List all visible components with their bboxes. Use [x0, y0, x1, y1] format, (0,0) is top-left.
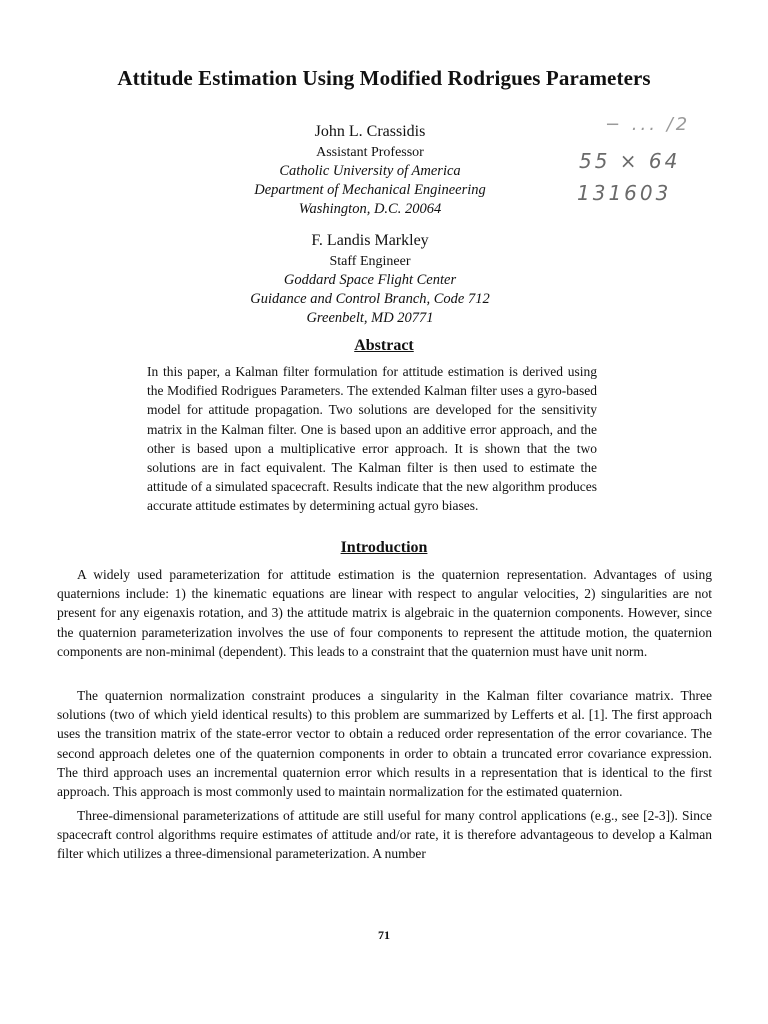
body-paragraph: A widely used parameterization for attitude estimation is the quaternion representation. Advantages of using quaternions include: 1) the kinematic equations are linear with respect to angular velocities, 2) singularities are not present for any eigenaxis rotation, and 3) the attitude matrix is algebraic in the quaternion components. However, since the quaternion parameterization involves the use of four components to represent the attitude motion, the quaternion components are non-minimal (dependent). This leads to a constraint that the quaternion must have unit norm. [57, 567, 712, 659]
handwritten-notes [565, 110, 705, 210]
author-block-2 [180, 230, 560, 328]
handwritten-note: − ... /2 [605, 114, 691, 135]
body-paragraph: The quaternion normalization constraint produces a singularity in the Kalman filter covariance matrix. Three solutions (two of which yield identical results) to this problem are summarized by Lefferts et al. [1]. The first approach uses the transition matrix of the state-error vector to obtain a reduced order representation of the error covariance. The second approach deletes one of the quaternion components in order to obtain a truncated error covariance expression. The third approach uses an incremental quaternion error which results in a representation that is identical to the first approach. This approach is most commonly used to maintain normalization for the estimated quaternion. [57, 688, 712, 800]
author-affiliation-line: Catholic University of America [279, 163, 461, 179]
handwritten-note: 131603 [577, 181, 672, 205]
author-role: Assistant Professor [316, 145, 424, 160]
paper-title: Attitude Estimation Using Modified Rodrigues Parameters [117, 66, 651, 90]
author-affiliation-line: Department of Mechanical Engineering [254, 182, 486, 198]
page-number: 71 [378, 928, 390, 942]
author-block-1 [180, 121, 560, 219]
author-name: F. Landis Markley [311, 232, 429, 249]
abstract-heading: Abstract [354, 337, 414, 354]
abstract-text: In this paper, a Kalman filter formulation for attitude estimation is derived using the Modified Rodrigues Parameters. The extended Kalman filter uses a gyro-based model for attitude propagation. Two solutions are developed for the sensitivity matrix in the Kalman filter. One is based upon an additive error approach, and the other is based upon a multiplicative error approach. It is shown that the two solutions are in fact equivalent. The Kalman filter is then used to estimate the attitude of a simulated spacecraft. Results indicate that the new algorithm produces accurate attitude estimates by determining actual gyro biases. [147, 364, 597, 514]
introduction-heading: Introduction [340, 539, 428, 556]
handwritten-note: 55 × 64 [579, 149, 681, 173]
author-affiliation-line: Washington, D.C. 20064 [298, 201, 442, 217]
author-affiliation-line: Guidance and Control Branch, Code 712 [250, 291, 490, 307]
author-name: John L. Crassidis [314, 123, 426, 140]
body-paragraph: Three-dimensional parameterizations of attitude are still useful for many control applications (e.g., see [2-3]). Since spacecraft control algorithms require estimates of attitude and/or rate, it is therefore advantageous to develop a Kalman filter which utilizes a three-dimensional parameterization. A number [57, 808, 712, 862]
author-role: Staff Engineer [329, 254, 411, 269]
author-affiliation-line: Greenbelt, MD 20771 [306, 310, 434, 326]
author-affiliation-line: Goddard Space Flight Center [283, 272, 457, 288]
